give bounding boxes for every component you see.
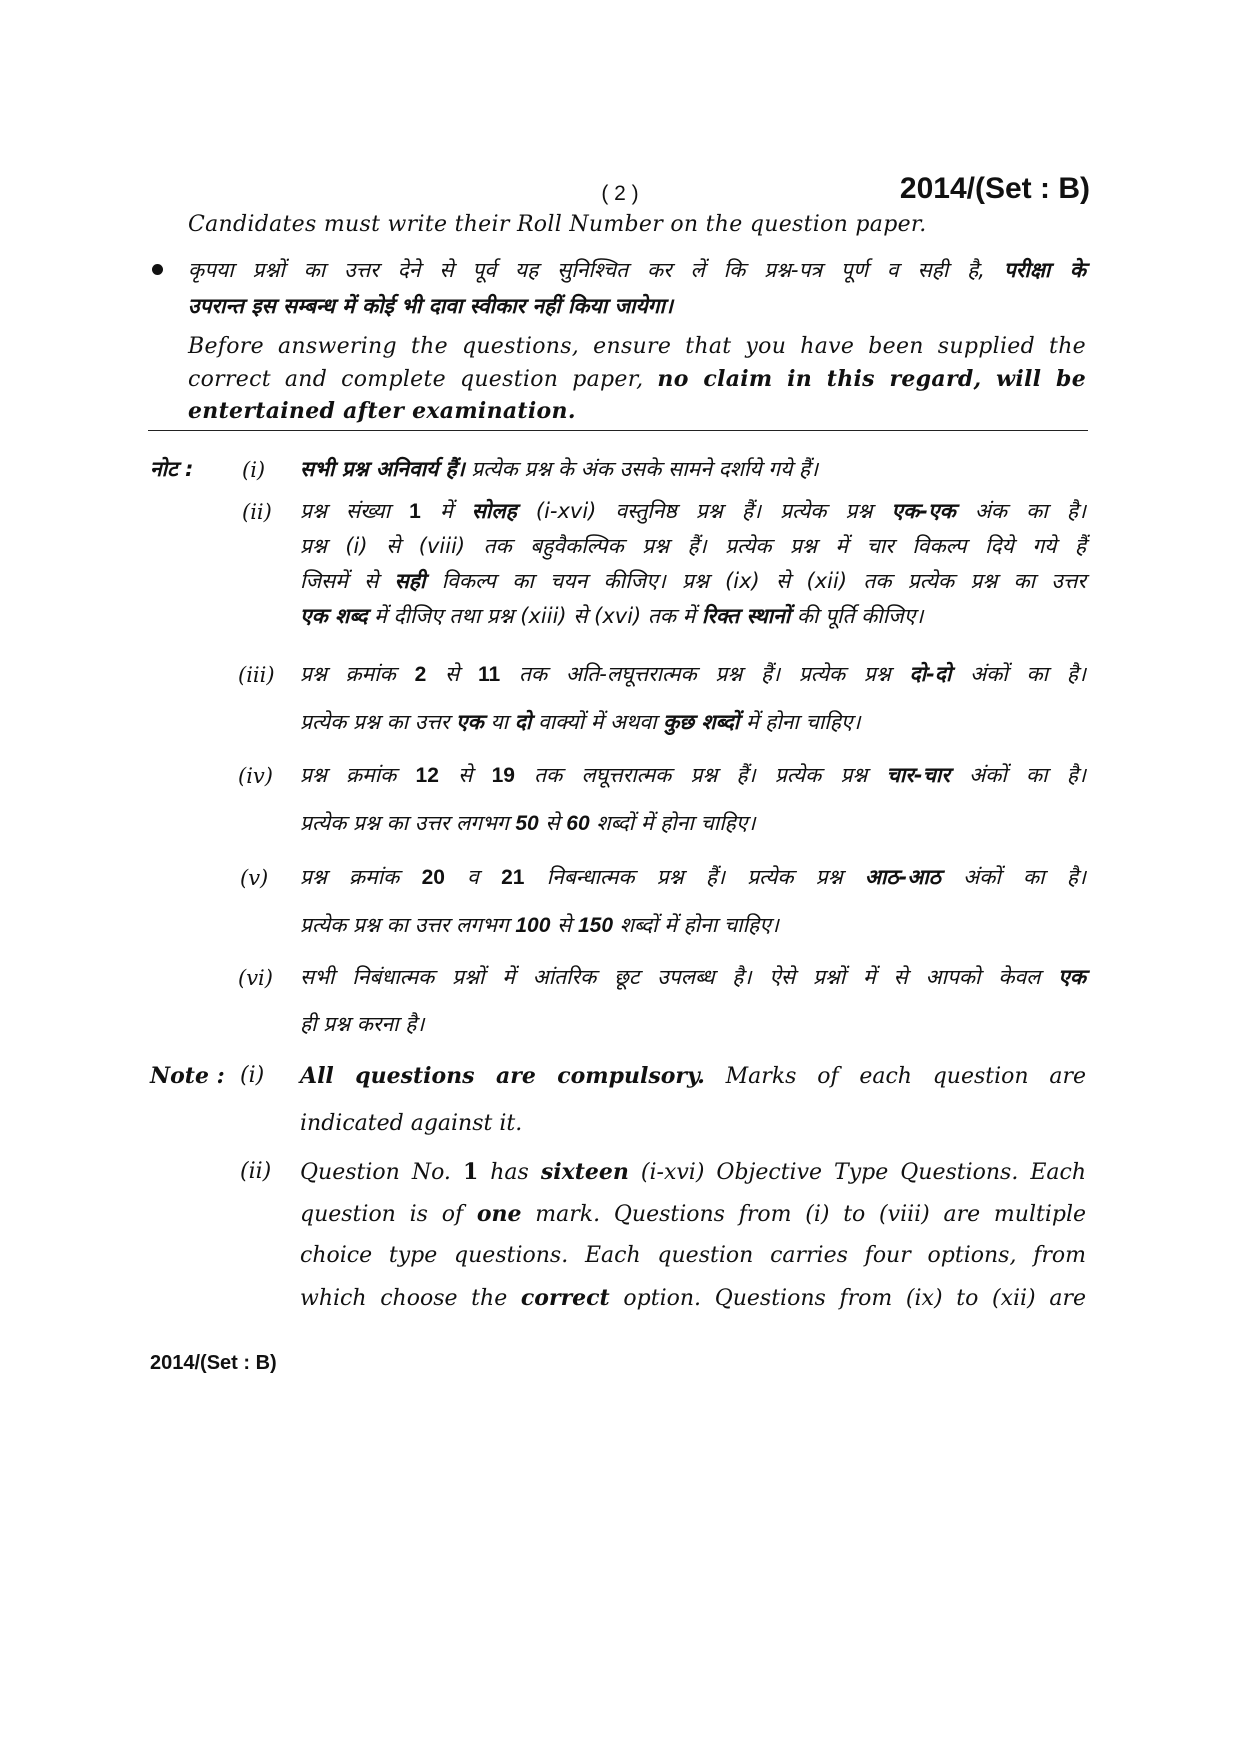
bold-text: one [476, 1201, 522, 1227]
text: व [467, 865, 479, 889]
hindi-note-item-1 [300, 455, 818, 483]
hindi-note-item-6-line-1 [300, 963, 1086, 991]
hindi-note-item-2-line-2: प्रश्न (i) से (viii) तक बहुवैकल्पिक प्रश्न हैं। प्रत्येक प्रश्न में चार विकल्प दिये गये हैं [300, 534, 1086, 558]
english-note-item-1-line-2: indicated against it. [300, 1111, 523, 1136]
set-label-header: 2014/(Set : B) [899, 172, 1090, 205]
text: या [490, 710, 509, 734]
text: mark. Questions from (i) to (viii) are multiple [535, 1202, 1087, 1227]
hindi-note-item-2-line-4 [300, 602, 923, 630]
hindi-note-num-6: (vi) [238, 966, 273, 990]
number: 150 [577, 914, 614, 937]
text: Question No. [300, 1160, 451, 1185]
english-note-item-2-line-1 [300, 1151, 1086, 1194]
bold-text: दो-दो [909, 662, 952, 686]
hindi-note-num-2: (ii) [242, 500, 272, 524]
text: में होना चाहिए। [745, 710, 861, 734]
hindi-note-item-2-line-1 [300, 497, 1086, 525]
text: प्रत्येक प्रश्न का उत्तर [300, 710, 450, 734]
english-note-num-2: (ii) [240, 1159, 272, 1184]
english-intro-line-3 [188, 398, 576, 424]
hindi-note-num-1: (i) [242, 458, 266, 482]
hindi-note-item-3-line-2 [300, 708, 860, 736]
divider [148, 430, 1088, 431]
bold-text: एक [1058, 965, 1086, 989]
bold-text: एक शब्द [300, 604, 368, 628]
english-note-item-2-line-4 [300, 1277, 1086, 1320]
english-intro-line-2 [188, 366, 1086, 392]
bold-text: आठ-आठ [864, 865, 941, 889]
hindi-bullet-bold-2: उपरान्त इस सम्बन्ध में कोई भी दावा स्वीकार नहीं किया जायेगा। [188, 294, 673, 318]
text: अंकों का है। [969, 763, 1086, 787]
number: 2 [414, 663, 427, 686]
text: (i-xvi) Objective Type Questions. Each [640, 1160, 1086, 1185]
text: तक लघूत्तरात्मक प्रश्न हैं। प्रत्येक प्रश्न [534, 763, 868, 787]
text: प्रश्न क्रमांक [300, 865, 400, 889]
hindi-note-item-4-line-1 [300, 761, 1086, 789]
text: में दीजिए तथा प्रश्न (xiii) से (xvi) तक में [374, 604, 696, 628]
hindi-note-num-3: (iii) [238, 663, 275, 687]
text: which choose the [300, 1286, 508, 1311]
hindi-note-item-5-line-1 [300, 863, 1086, 891]
text: अंकों का है। [970, 662, 1086, 686]
set-label-footer: 2014/(Set : B) [150, 1352, 277, 1374]
hindi-bullet-text: कृपया प्रश्नों का उत्तर देने से पूर्व यह सुनिश्चित कर लें कि प्रश्न-पत्र पूर्ण व सही है, [188, 258, 985, 282]
text: question is of [300, 1202, 464, 1227]
text: अंक का है। [974, 499, 1086, 523]
hindi-note-item-2-line-3 [300, 567, 1086, 595]
text: शब्दों में होना चाहिए। [619, 913, 779, 937]
text: से [557, 913, 572, 937]
text: से [545, 811, 560, 835]
text: से [458, 763, 473, 787]
english-intro-line-1: Before answering the questions, ensure that you have been supplied the [188, 334, 1086, 359]
bold-text: कुछ शब्दों [663, 710, 740, 734]
english-intro-bold: no claim in this regard, will be [657, 366, 1086, 392]
number: 21 [501, 866, 525, 889]
bold-text: सही [394, 569, 426, 593]
hindi-note-item-5-line-2 [300, 911, 779, 939]
bold-text: दो [514, 710, 532, 734]
bold-text: चार-चार [886, 763, 950, 787]
number: 50 [515, 812, 539, 835]
text: निबन्धात्मक प्रश्न हैं। प्रत्येक प्रश्न [546, 865, 843, 889]
bold-text: All questions are compulsory. [300, 1063, 705, 1089]
text: तक अति-लघूत्तरात्मक प्रश्न हैं। प्रत्येक प्रश्न [518, 662, 891, 686]
text: has [490, 1160, 529, 1185]
text: (i-xvi) वस्तुनिष्ठ प्रश्न हैं। प्रत्येक प्रश्न [535, 499, 873, 523]
hindi-bullet-bold: परीक्षा के [1003, 258, 1086, 282]
number: 60 [566, 812, 590, 835]
text: प्रश्न क्रमांक [300, 763, 397, 787]
text: जिसमें से [300, 569, 379, 593]
bold-text: एक-एक [891, 499, 956, 523]
number: 12 [415, 764, 439, 787]
text: प्रत्येक प्रश्न का उत्तर लगभग [300, 811, 509, 835]
text: की पूर्ति कीजिए। [796, 604, 924, 628]
hindi-note-item-4-line-2 [300, 809, 755, 837]
number: 19 [491, 764, 515, 787]
hindi-note-item-6-line-2: ही प्रश्न करना है। [300, 1012, 425, 1036]
hindi-note-num-4: (iv) [238, 764, 273, 788]
text: वाक्यों में अथवा [538, 710, 657, 734]
english-note-label: Note : [150, 1063, 225, 1089]
number: 1 [409, 500, 421, 523]
english-intro-text: correct and complete question paper, [188, 367, 644, 392]
hindi-note-text: प्रत्येक प्रश्न के अंक उसके सामने दर्शाये गये हैं। [471, 457, 819, 481]
number: 11 [478, 663, 501, 686]
hindi-bullet-line-2 [188, 292, 673, 320]
hindi-bullet-line-1 [188, 256, 1086, 284]
english-note-item-2-line-2 [300, 1193, 1086, 1236]
text: प्रश्न क्रमांक [300, 662, 396, 686]
text: से [445, 662, 460, 686]
roll-number-instruction: Candidates must write their Roll Number on the question paper. [188, 212, 927, 237]
text: प्रत्येक प्रश्न का उत्तर लगभग [300, 913, 509, 937]
bold-text: sixteen [540, 1159, 629, 1185]
number: 1 [462, 1159, 479, 1185]
text: सभी निबंधात्मक प्रश्नों में आंतरिक छूट उपलब्ध है। ऐसे प्रश्नों में से आपको केवल [300, 965, 1041, 989]
hindi-note-item-3-line-1 [300, 660, 1086, 688]
hindi-note-bold: सभी प्रश्न अनिवार्य हैं। [300, 457, 465, 481]
number: 20 [421, 866, 445, 889]
text: Marks of each question are [725, 1064, 1086, 1089]
page-number: ( 2 ) [601, 182, 639, 205]
english-note-item-2-line-3: choice type questions. Each question carries four options, from [300, 1243, 1086, 1268]
bold-text: correct [520, 1285, 610, 1311]
hindi-note-label: नोट : [150, 457, 194, 481]
english-note-item-1-line-1 [300, 1055, 1086, 1098]
text: शब्दों में होना चाहिए। [596, 811, 756, 835]
english-note-num-1: (i) [240, 1063, 265, 1088]
bullet-icon [152, 264, 163, 275]
text: option. Questions from (ix) to (xii) are [623, 1286, 1086, 1311]
bold-text: एक [456, 710, 484, 734]
text: अंकों का है। [963, 865, 1086, 889]
hindi-note-num-5: (v) [240, 866, 269, 890]
text: में [440, 499, 453, 523]
bold-text: रिक्त स्थानों [701, 604, 791, 628]
text: विकल्प का चयन कीजिए। प्रश्न (ix) से (xii) तक प्रत्येक प्रश्न का उत्तर [441, 569, 1086, 593]
english-intro-bold-2: entertained after examination. [188, 398, 576, 424]
number: 100 [515, 914, 551, 937]
bold-text: सोलह [471, 499, 517, 523]
text: प्रश्न संख्या [300, 499, 391, 523]
